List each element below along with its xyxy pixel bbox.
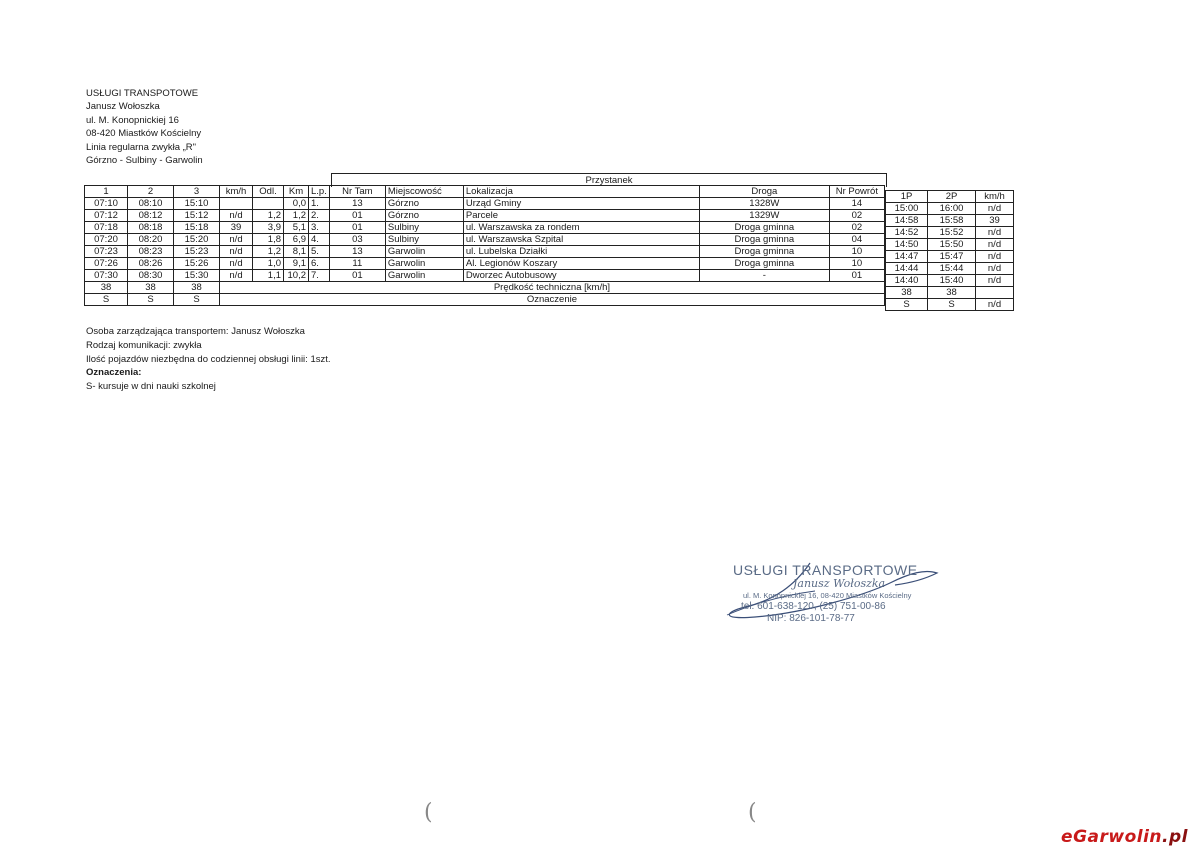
table-cell: 39	[976, 215, 1014, 227]
column-header: L.p.	[309, 186, 330, 198]
table-cell: n/d	[220, 258, 253, 270]
table-cell: 14:44	[886, 263, 928, 275]
timetable-return	[885, 190, 1014, 311]
table-cell: 15:30	[174, 270, 220, 282]
table-cell: 7.	[309, 270, 330, 282]
table-cell: 03	[329, 234, 385, 246]
owner-name: Janusz Wołoszka	[86, 101, 160, 113]
table-cell: 1.	[309, 198, 330, 210]
table-cell: 1,2	[284, 210, 309, 222]
table-cell: 02	[829, 222, 884, 234]
table-cell: 01	[329, 210, 385, 222]
column-header: Km	[284, 186, 309, 198]
mark-row	[886, 299, 1014, 311]
table-row	[886, 251, 1014, 263]
manager-note: Osoba zarządzająca transportem: Janusz Wołoszka	[86, 326, 305, 337]
column-header: km/h	[976, 191, 1014, 203]
city-address: 08-420 Miastków Kościelny	[86, 128, 202, 140]
table-cell: Droga gminna	[699, 246, 829, 258]
table-cell: n/d	[976, 275, 1014, 287]
table-cell: S	[85, 294, 128, 306]
table-cell: Dworzec Autobusowy	[463, 270, 699, 282]
table-cell: 8,1	[284, 246, 309, 258]
table-cell: 38	[886, 287, 928, 299]
table-row	[886, 239, 1014, 251]
watermark-domain: .pl	[1162, 827, 1188, 847]
table-cell: Droga gminna	[699, 234, 829, 246]
table-cell: 2.	[309, 210, 330, 222]
table-row	[886, 203, 1014, 215]
table-cell: 15:26	[174, 258, 220, 270]
table-cell: n/d	[220, 234, 253, 246]
table-cell: 14:58	[886, 215, 928, 227]
table-cell: 01	[829, 270, 884, 282]
column-header: Lokalizacja	[463, 186, 699, 198]
table-cell: Sulbiny	[385, 222, 463, 234]
table-cell: 10	[829, 246, 884, 258]
table-row	[886, 263, 1014, 275]
table-cell: 38	[85, 282, 128, 294]
table-cell: 39	[220, 222, 253, 234]
company-header	[86, 87, 203, 167]
table-cell: 38	[128, 282, 174, 294]
column-header: Nr Powrót	[829, 186, 884, 198]
table-cell: 3,9	[253, 222, 284, 234]
table-cell: 01	[329, 270, 385, 282]
table-cell: 08:26	[128, 258, 174, 270]
table-cell: S	[174, 294, 220, 306]
mark-row	[85, 294, 885, 306]
table-cell: 15:44	[928, 263, 976, 275]
table-cell: 07:18	[85, 222, 128, 234]
table-cell: 6,9	[284, 234, 309, 246]
table-cell: 1328W	[699, 198, 829, 210]
table-cell: ul. Warszawska Szpital	[463, 234, 699, 246]
table-cell: 13	[329, 198, 385, 210]
table-cell: 07:10	[85, 198, 128, 210]
table-cell: 13	[329, 246, 385, 258]
table-cell: 11	[329, 258, 385, 270]
table-cell: 15:00	[886, 203, 928, 215]
stamp-line-1: USŁUGI TRANSPORTOWE	[733, 562, 918, 578]
table-header-row	[85, 186, 885, 198]
site-watermark	[1061, 827, 1188, 847]
table-cell: 08:30	[128, 270, 174, 282]
watermark-name: eGarwolin	[1061, 827, 1163, 847]
table-cell: Garwolin	[385, 258, 463, 270]
table-cell: Górzno	[385, 198, 463, 210]
stamp-line-2: Janusz Wołoszka	[793, 577, 886, 590]
table-cell: Górzno	[385, 210, 463, 222]
table-cell: n/d	[976, 251, 1014, 263]
route-name: Górzno - Sulbiny - Garwolin	[86, 155, 203, 167]
table-cell: n/d	[220, 246, 253, 258]
speed-row	[886, 287, 1014, 299]
table-cell: 15:47	[928, 251, 976, 263]
table-cell: 15:50	[928, 239, 976, 251]
table-cell: 5,1	[284, 222, 309, 234]
table-cell: 14:52	[886, 227, 928, 239]
table-cell: 14	[829, 198, 884, 210]
stamp-line-4: tel. 601-638-120, (25) 751-00-86	[741, 601, 886, 612]
column-header: km/h	[220, 186, 253, 198]
column-header: 2	[128, 186, 174, 198]
table-cell: n/d	[976, 239, 1014, 251]
table-cell: ul. Lubelska Działki	[463, 246, 699, 258]
street-address: ul. M. Konopnickiej 16	[86, 114, 179, 126]
table-cell: 07:26	[85, 258, 128, 270]
table-cell: 15:12	[174, 210, 220, 222]
table-cell: Prędkość techniczna [km/h]	[220, 282, 885, 294]
table-cell: 08:10	[128, 198, 174, 210]
table-cell: 6.	[309, 258, 330, 270]
punch-hole-mark: (	[424, 800, 433, 825]
table-cell: 08:20	[128, 234, 174, 246]
table-cell: 1,8	[253, 234, 284, 246]
legend-title: Oznaczenia:	[86, 367, 142, 379]
table-cell: 38	[174, 282, 220, 294]
table-cell: 38	[928, 287, 976, 299]
table-cell: S	[886, 299, 928, 311]
column-header: 2P	[928, 191, 976, 203]
column-header: Droga	[699, 186, 829, 198]
table-cell: 1,0	[253, 258, 284, 270]
table-cell: 02	[829, 210, 884, 222]
table-cell: Sulbiny	[385, 234, 463, 246]
legend-s: S- kursuje w dni nauki szkolnej	[86, 381, 216, 393]
table-cell: Parcele	[463, 210, 699, 222]
company-name: USŁUGI TRANSPOTOWE	[86, 88, 199, 99]
table-row	[886, 227, 1014, 239]
table-cell: 08:23	[128, 246, 174, 258]
vehicles-note: Ilość pojazdów niezbędna do codziennej obsługi linii: 1szt.	[86, 353, 331, 365]
stamp-line-3: ul. M. Konopnickiej 16, 08-420 Miastków Kościelny	[743, 591, 912, 600]
table-cell: Droga gminna	[699, 258, 829, 270]
column-header: Nr Tam	[329, 186, 385, 198]
stamp-line-5: NIP: 826-101-78-77	[767, 613, 855, 624]
column-header: Odl.	[253, 186, 284, 198]
notes-section	[86, 325, 331, 394]
table-cell: 3.	[309, 222, 330, 234]
table-cell: 04	[829, 234, 884, 246]
punch-hole-mark: (	[748, 800, 757, 825]
company-stamp	[715, 555, 955, 635]
table-cell: 16:00	[928, 203, 976, 215]
table-cell: 1,2	[253, 210, 284, 222]
table-cell: 14:40	[886, 275, 928, 287]
table-cell: Droga gminna	[699, 222, 829, 234]
table-cell: S	[928, 299, 976, 311]
table-row	[85, 198, 885, 210]
table-cell: n/d	[220, 210, 253, 222]
column-header: 1	[85, 186, 128, 198]
table-cell: 15:20	[174, 234, 220, 246]
table-cell: 08:12	[128, 210, 174, 222]
table-cell: 15:18	[174, 222, 220, 234]
table-cell	[253, 198, 284, 210]
column-header: Miejscowość	[385, 186, 463, 198]
column-header: 3	[174, 186, 220, 198]
table-cell: 14:47	[886, 251, 928, 263]
table-cell: 1329W	[699, 210, 829, 222]
table-cell: 15:58	[928, 215, 976, 227]
table-cell: 07:12	[85, 210, 128, 222]
table-cell: 1,1	[253, 270, 284, 282]
timetable-main	[84, 185, 885, 306]
table-cell: 15:40	[928, 275, 976, 287]
table-cell: -	[699, 270, 829, 282]
table-row	[85, 234, 885, 246]
table-cell: 5.	[309, 246, 330, 258]
table-cell: 14:50	[886, 239, 928, 251]
table-cell: Oznaczenie	[220, 294, 885, 306]
table-row	[886, 275, 1014, 287]
table-cell: 4.	[309, 234, 330, 246]
table-cell: S	[128, 294, 174, 306]
table-cell: 07:23	[85, 246, 128, 258]
line-type: Linia regularna zwykła „R"	[86, 141, 197, 153]
table-cell: 15:52	[928, 227, 976, 239]
table-cell: Al. Legionów Koszary	[463, 258, 699, 270]
table-cell: 10,2	[284, 270, 309, 282]
table-cell: Urząd Gminy	[463, 198, 699, 210]
table-row	[85, 258, 885, 270]
table-cell: 0,0	[284, 198, 309, 210]
stop-group-header: Przystanek	[331, 173, 887, 187]
table-cell: 01	[329, 222, 385, 234]
table-row	[85, 210, 885, 222]
table-row	[85, 246, 885, 258]
table-cell: 07:30	[85, 270, 128, 282]
table-cell: 15:10	[174, 198, 220, 210]
table-cell: n/d	[976, 227, 1014, 239]
table-cell: 07:20	[85, 234, 128, 246]
table-cell: 08:18	[128, 222, 174, 234]
table-cell: ul. Warszawska za rondem	[463, 222, 699, 234]
table-cell	[976, 287, 1014, 299]
speed-row	[85, 282, 885, 294]
table-row	[886, 215, 1014, 227]
communication-note: Rodzaj komunikacji: zwykła	[86, 339, 202, 351]
table-cell: n/d	[976, 203, 1014, 215]
table-cell: Garwolin	[385, 270, 463, 282]
table-cell: 15:23	[174, 246, 220, 258]
table-row	[85, 222, 885, 234]
table-cell: n/d	[220, 270, 253, 282]
table-cell: Garwolin	[385, 246, 463, 258]
table-cell: n/d	[976, 263, 1014, 275]
table-cell	[220, 198, 253, 210]
table-header-row	[886, 191, 1014, 203]
table-cell: n/d	[976, 299, 1014, 311]
column-header: 1P	[886, 191, 928, 203]
table-cell: 1,2	[253, 246, 284, 258]
table-row	[85, 270, 885, 282]
table-cell: 9,1	[284, 258, 309, 270]
table-cell: 10	[829, 258, 884, 270]
